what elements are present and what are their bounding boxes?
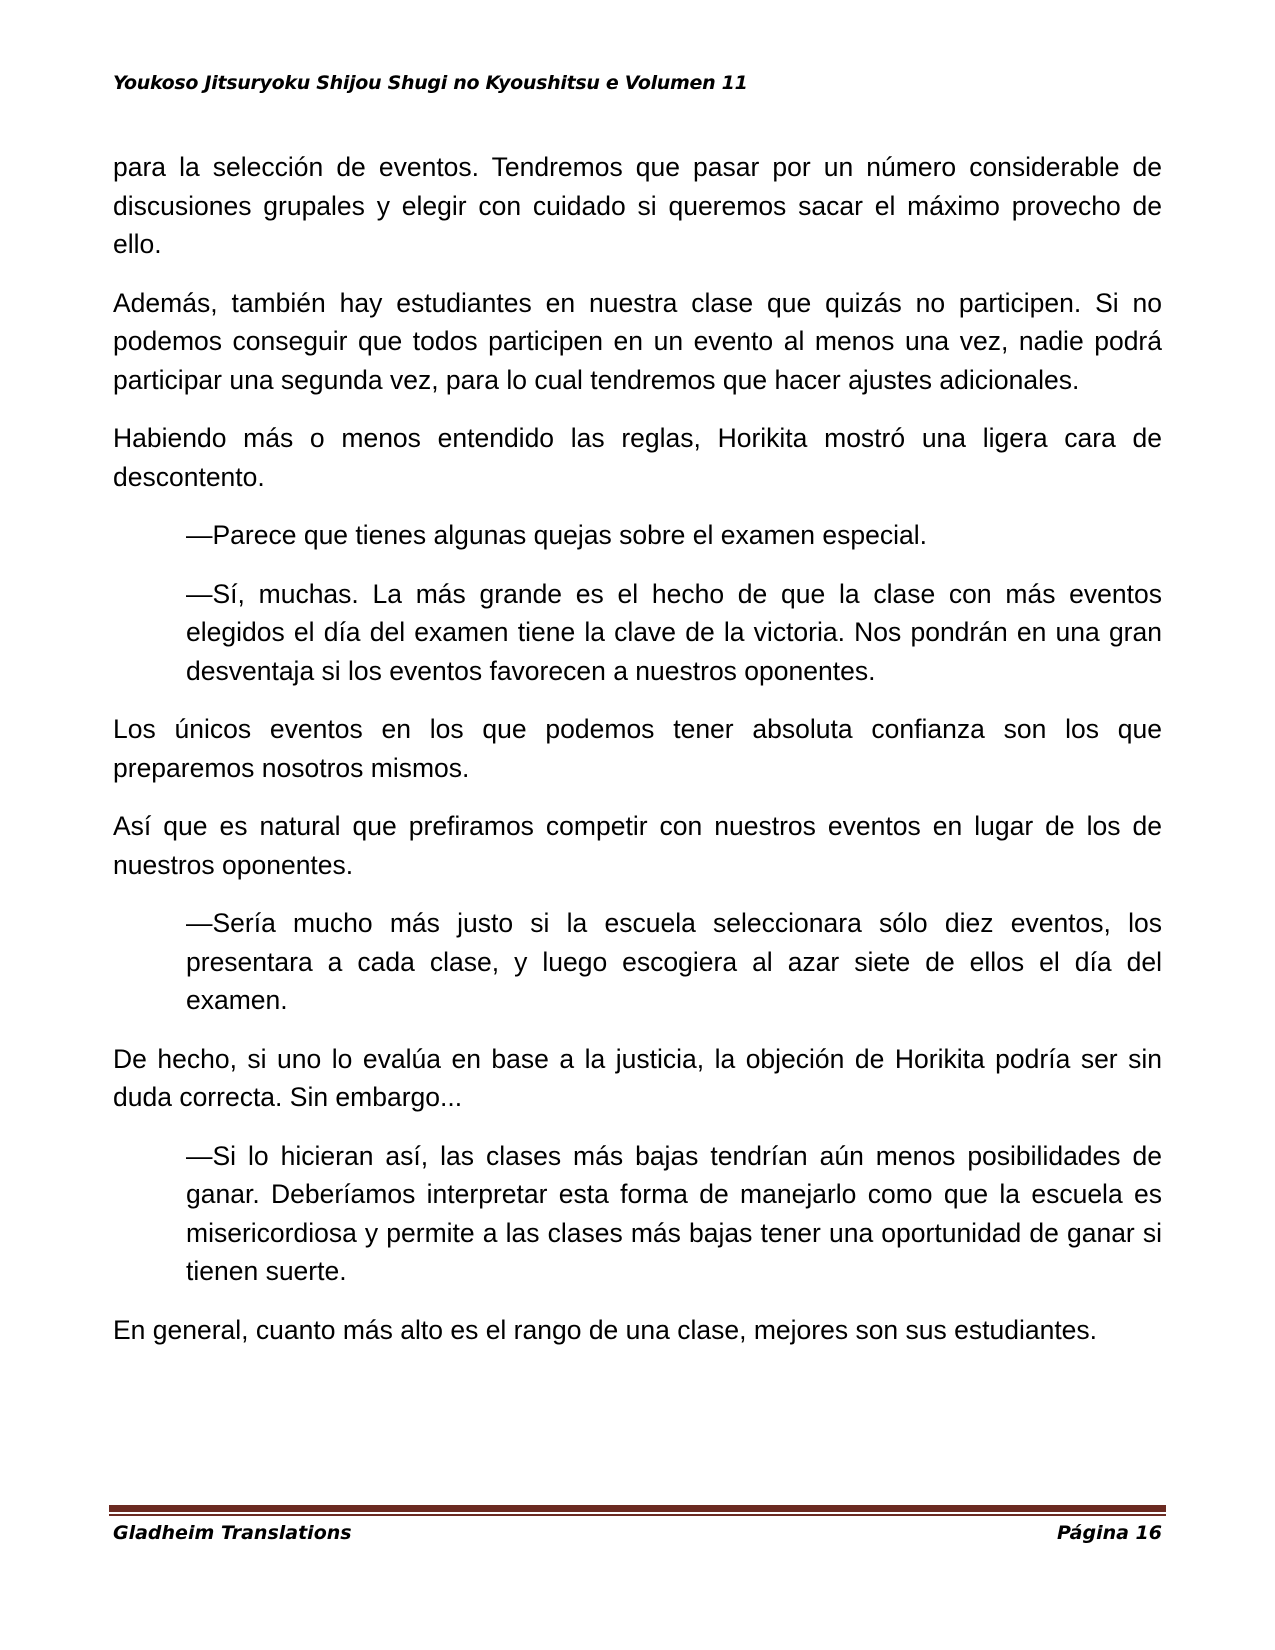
dialogue-paragraph: —Sí, muchas. La más grande es el hecho de que la clase con más eventos elegidos el día del examen tiene la clave de la victoria. Nos pondrán en una gran desventaja si los eventos favorecen a nuestros oponentes. [186, 578, 1162, 686]
footer-credit: Gladheim Translations [113, 1522, 352, 1544]
body-text [113, 148, 1162, 1369]
footer-rule [109, 1505, 1166, 1512]
dialogue-paragraph: —Parece que tienes algunas quejas sobre el examen especial. [186, 520, 927, 550]
dialogue-paragraph: —Sería mucho más justo si la escuela seleccionara sólo diez eventos, los presentara a cada clase, y luego escogiera al azar siete de ellos el día del examen. [186, 908, 1162, 1015]
paragraph: Además, también hay estudiantes en nuestra clase que quizás no participen. Si no podemos conseguir que todos participen en un evento al menos una vez, nadie podrá participar una segunda vez, para lo cual tendremos que hacer ajustes adicionales. [113, 287, 1162, 395]
paragraph: para la selección de eventos. Tendremos que pasar por un número considerable de discusiones grupales y elegir con cuidado si queremos sacar el máximo provecho de ello. [113, 152, 1162, 259]
paragraph: Así que es natural que prefiramos competir con nuestros eventos en lugar de los de nuestros oponentes. [113, 811, 1162, 880]
footer-rule-thin [109, 1514, 1166, 1516]
paragraph: De hecho, si uno lo evalúa en base a la justicia, la objeción de Horikita podría ser sin duda correcta. Sin embargo... [113, 1043, 1162, 1112]
paragraph: Habiendo más o menos entendido las reglas, Horikita mostró una ligera cara de descontento. [113, 423, 1162, 492]
dialogue-paragraph: —Si lo hicieran así, las clases más bajas tendrían aún menos posibilidades de ganar. Deberíamos interpretar esta forma de manejarlo como que la escuela es misericordiosa y permite a las clases más bajas tener una oportunidad de ganar si tienen suerte. [186, 1140, 1162, 1286]
page-number: Página 16 [1056, 1522, 1162, 1544]
running-header: Youkoso Jitsuryoku Shijou Shugi no Kyoushitsu e Volumen 11 [113, 72, 748, 94]
paragraph: En general, cuanto más alto es el rango de una clase, mejores son sus estudiantes. [113, 1314, 1098, 1345]
paragraph: Los únicos eventos en los que podemos tener absoluta confianza son los que preparemos nosotros mismos. [113, 714, 1162, 783]
